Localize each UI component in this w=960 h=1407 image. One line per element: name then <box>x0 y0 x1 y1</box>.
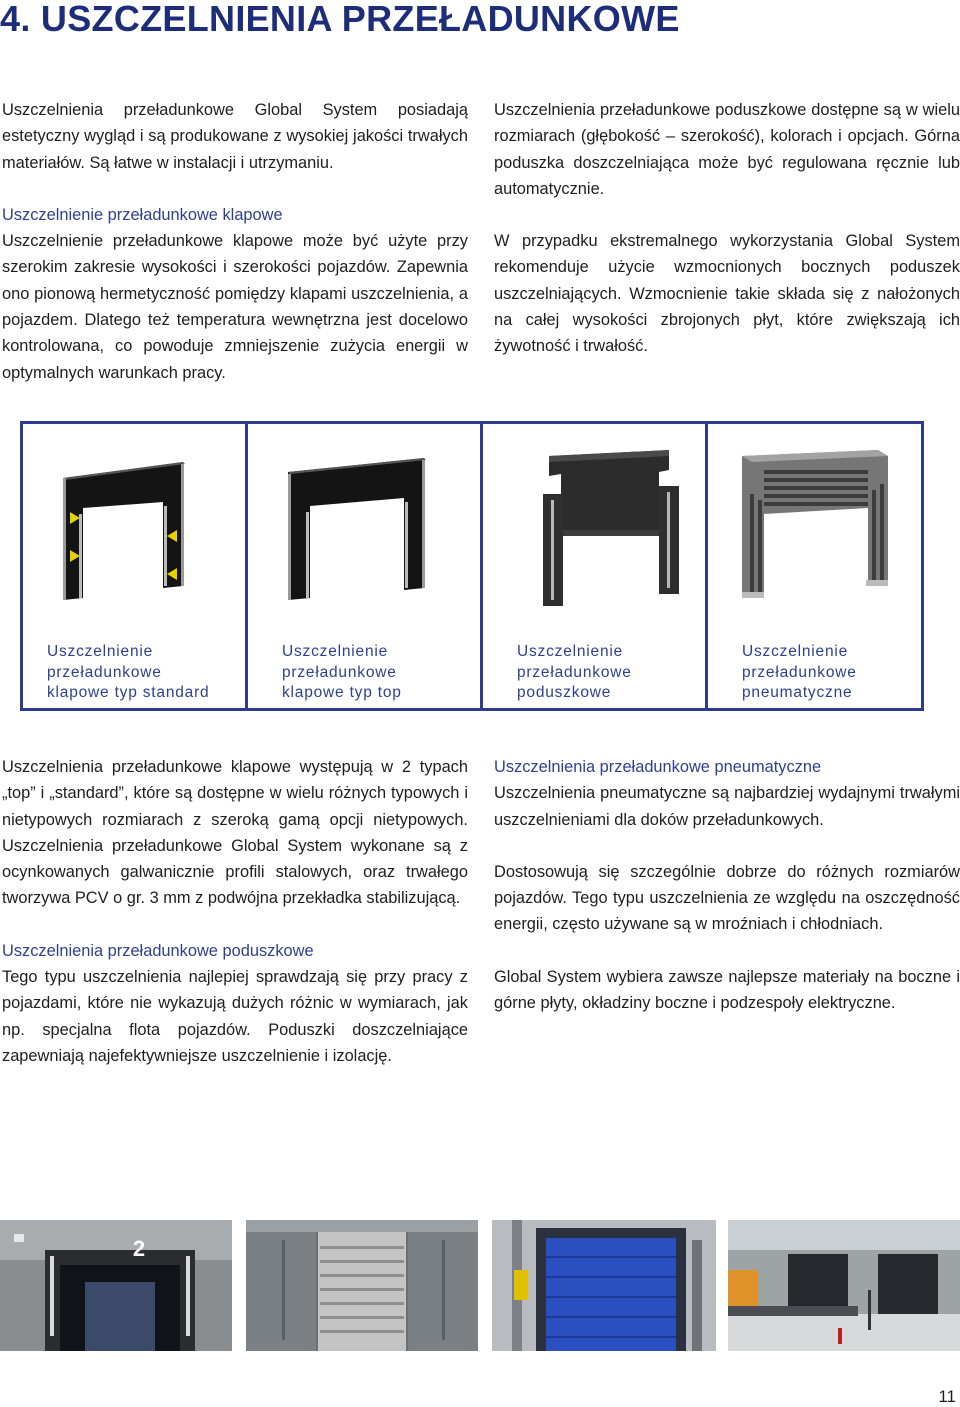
pneumatyczne-heading: Uszczelnienia przeładunkowe pneumatyczne <box>494 758 822 776</box>
product-caption-top: Uszczelnienie przeładunkowe klapowe typ top <box>282 643 402 701</box>
pneumatyczne-paragraph-2: Dostosowują się szczególnie dobrze do różnych rozmiarów pojazdów. Tego typu uszczelnienia ze względu na oszczędność energii, często używane są w mroźniach i chłodniach. <box>494 862 960 934</box>
product-klapowe-top <box>248 424 483 708</box>
details-column-right <box>494 754 960 1016</box>
intro-column-right <box>494 97 960 360</box>
intro-paragraph: Uszczelnienia przeładunkowe Global System posiadają estetyczny wygląd i są produkowane z wysokiej jakości trwałych materiałów. Są łatwe w instalacji i utrzymaniu. <box>2 101 468 172</box>
product-caption-poduszkowe: Uszczelnienie przeładunkowe poduszkowe <box>517 643 632 701</box>
seal-top-illustration <box>248 434 480 614</box>
details-column-left <box>2 754 468 1069</box>
page-number: 11 <box>938 1387 956 1406</box>
poduszkowe-paragraph: Tego typu uszczelnienia najlepiej sprawdzają się przy pracy z pojazdami, które nie wykazują dużych różnic w wymiarach, jak np. specjalna flota pojazdów. Poduszki doszczelniające zapewniają najefektywniejsze uszczelnienie i izolację. <box>2 968 468 1065</box>
poduszkowe-heading: Uszczelnienia przeładunkowe poduszkowe <box>2 941 314 960</box>
product-poduszkowe <box>483 424 708 708</box>
photo-loading-dock <box>728 1220 960 1351</box>
klapowe-heading: Uszczelnienie przeładunkowe klapowe <box>2 205 283 224</box>
product-pneumatyczne <box>708 424 921 708</box>
product-panel <box>20 421 924 711</box>
photo-dock-doors <box>246 1220 478 1351</box>
pneumatyczne-paragraph-1: Uszczelnienia pneumatyczne są najbardziej wydajnymi trwałymi uszczelnieniami dla doków przeładunkowych. <box>494 784 960 829</box>
photo-dock-number <box>0 1220 232 1351</box>
klapowe-paragraph: Uszczelnienie przeładunkowe klapowe może być użyte przy szerokim zakresie wysokości i szerokości pojazdów. Zapewnia ono pionową hermetyczność pomiędzy klapami uszczelnienia, a pojazdem. Dlatego też temperatura wewnętrzna jest docelowo kontrolowana, co powoduje zmniejszenie zużycia energii w optymalnych warunkach pracy. <box>2 232 468 382</box>
seal-pneumatic-illustration <box>708 434 918 614</box>
product-caption-standard: Uszczelnienie przeładunkowe klapowe typ standard <box>47 643 210 701</box>
pneumatyczne-paragraph-3: Global System wybiera zawsze najlepsze materiały na boczne i górne płyty, okładziny boczne i podzespoły elektryczne. <box>494 967 960 1013</box>
intro-column-left <box>2 97 468 386</box>
klapowe-types-paragraph: Uszczelnienia przeładunkowe klapowe występują w 2 typach „top” i „standard”, które są dostępne w wielu różnych typowych i nietypowych rozmiarach z szeroką gamą opcji nietypowych. Uszczelnienia przeładunkowe Global System wykonane są z ocynkowanych galwanicznie profili stalowych, oraz trwałego tworzywa PCV o gr. 3 mm z podwójna przekładka stabilizującą. <box>2 758 468 908</box>
product-caption-pneumatyczne: Uszczelnienie przeładunkowe pneumatyczne <box>742 643 857 701</box>
seal-cushion-illustration <box>483 434 705 614</box>
photo-blue-door <box>492 1220 716 1351</box>
poduszkowe-intro-paragraph: Uszczelnienia przeładunkowe poduszkowe dostępne są w wielu rozmiarach (głębokość – szerokość), kolorach i opcjach. Górna poduszka doszczelniająca może być regulowana ręcznie lub automatycznie. <box>494 101 960 198</box>
reinforcement-paragraph: W przypadku ekstremalnego wykorzystania Global System rekomenduje użycie wzmocnionych bocznych poduszek uszczelniających. Wzmocnienie takie składa się z nałożonych na całej wysokości zbrojonych płyt, które zwiększają ich żywotność i trwałość. <box>494 232 960 356</box>
product-klapowe-standard <box>23 424 248 708</box>
page-title: 4. USZCZELNIENIA PRZEŁADUNKOWE <box>0 0 680 39</box>
dock-number-label: 2 <box>132 1236 146 1261</box>
seal-standard-illustration <box>23 434 245 614</box>
